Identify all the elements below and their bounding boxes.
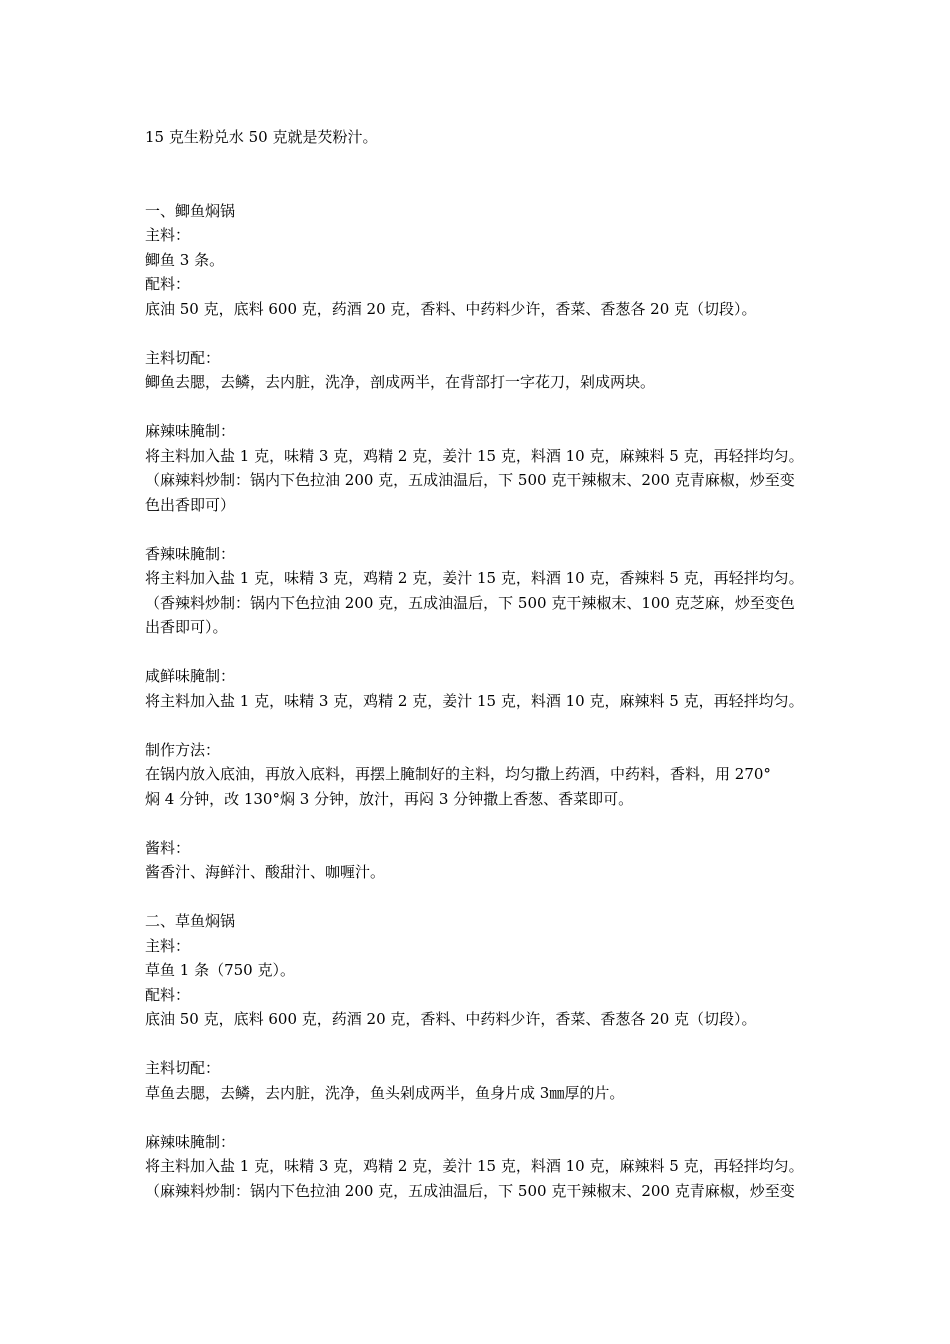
s1-mala-line-3: 色出香即可） <box>145 495 236 514</box>
s1-method-label: 制作方法： <box>145 740 221 759</box>
s1-method-line-1: 在锅内放入底油，再放入底料，再摆上腌制好的主料，均匀撒上药酒，中药料，香料，用 270° <box>145 765 771 783</box>
spacer <box>145 1032 825 1057</box>
s1-cut-text: 鲫鱼去腮，去鳞，去内脏，洗净，剖成两半，在背部打一字花刀，剁成两块。 <box>145 373 656 391</box>
spacer <box>145 713 825 738</box>
intro-line: 15 克生粉兑水 50 克就是芡粉汁。 <box>145 128 378 146</box>
s1-xiangla-label: 香辣味腌制： <box>145 544 236 563</box>
s1-xianxian-label: 咸鲜味腌制： <box>145 667 236 685</box>
s1-xiangla-line-1: 将主料加入盐 1 克，味精 3 克，鸡精 2 克，姜汁 15 克，料酒 10 克，香辣料 5 克，再轻拌均匀。 <box>145 569 804 587</box>
spacer <box>145 517 825 542</box>
s1-mala-line-2: （麻辣料炒制：锅内下色拉油 200 克，五成油温后，下 500 克干辣椒末、200 克青麻椒，炒至变 <box>145 471 795 489</box>
s1-sauce-label: 酱料： <box>145 838 191 857</box>
section-2-title: 二、草鱼焖锅 <box>145 912 236 930</box>
spacer <box>145 885 825 910</box>
document-body <box>145 125 825 1203</box>
s1-xianxian-text: 将主料加入盐 1 克，味精 3 克，鸡精 2 克，姜汁 15 克，料酒 10 克，麻辣料 5 克，再轻拌均匀。 <box>145 691 804 710</box>
s1-mala-line-1: 将主料加入盐 1 克，味精 3 克，鸡精 2 克，姜汁 15 克，料酒 10 克，麻辣料 5 克，再轻拌均匀。 <box>145 446 804 465</box>
s1-side-label: 配料： <box>145 275 191 293</box>
s2-cut-label: 主料切配： <box>145 1059 221 1077</box>
spacer <box>145 321 825 346</box>
spacer <box>145 395 825 420</box>
s1-xiangla-line-2: （香辣料炒制：锅内下色拉油 200 克，五成油温后，下 500 克干辣椒末、100 克芝麻，炒至变色 <box>145 593 795 612</box>
s1-main-label: 主料： <box>145 226 191 244</box>
spacer <box>145 150 825 199</box>
s2-cut-text: 草鱼去腮，去鳞，去内脏，洗净，鱼头剁成两半，鱼身片成 3㎜厚的片。 <box>145 1083 625 1102</box>
s2-main-text: 草鱼 1 条（750 克）。 <box>145 961 295 979</box>
s2-mala-line-1: 将主料加入盐 1 克，味精 3 克，鸡精 2 克，姜汁 15 克，料酒 10 克，麻辣料 5 克，再轻拌均匀。 <box>145 1157 804 1175</box>
s1-main-text: 鲫鱼 3 条。 <box>145 250 225 269</box>
spacer <box>145 640 825 665</box>
s2-mala-label: 麻辣味腌制： <box>145 1132 236 1151</box>
s1-sauce-text: 酱香汁、海鲜汁、酸甜汁、咖喱汁。 <box>145 863 386 881</box>
s2-mala-line-2: （麻辣料炒制：锅内下色拉油 200 克，五成油温后，下 500 克干辣椒末、200 克青麻椒，炒至变 <box>145 1181 795 1200</box>
s2-side-label: 配料： <box>145 985 191 1004</box>
section-1-title: 一、鲫鱼焖锅 <box>145 201 236 220</box>
s2-side-text: 底油 50 克，底料 600 克，药酒 20 克，香料、中药料少许，香菜、香葱各 20 克（切段）。 <box>145 1010 757 1028</box>
s2-main-label: 主料： <box>145 936 191 955</box>
s1-side-text: 底油 50 克，底料 600 克，药酒 20 克，香料、中药料少许，香菜、香葱各 20 克（切段）。 <box>145 299 757 318</box>
spacer <box>145 811 825 836</box>
spacer <box>145 1105 825 1130</box>
s1-cut-label: 主料切配： <box>145 348 221 367</box>
s1-mala-label: 麻辣味腌制： <box>145 422 236 440</box>
s1-xiangla-line-3: 出香即可）。 <box>145 618 228 636</box>
s1-method-line-2: 焖 4 分钟，改 130°焖 3 分钟，放汁，再闷 3 分钟撒上香葱、香菜即可。 <box>145 789 634 808</box>
